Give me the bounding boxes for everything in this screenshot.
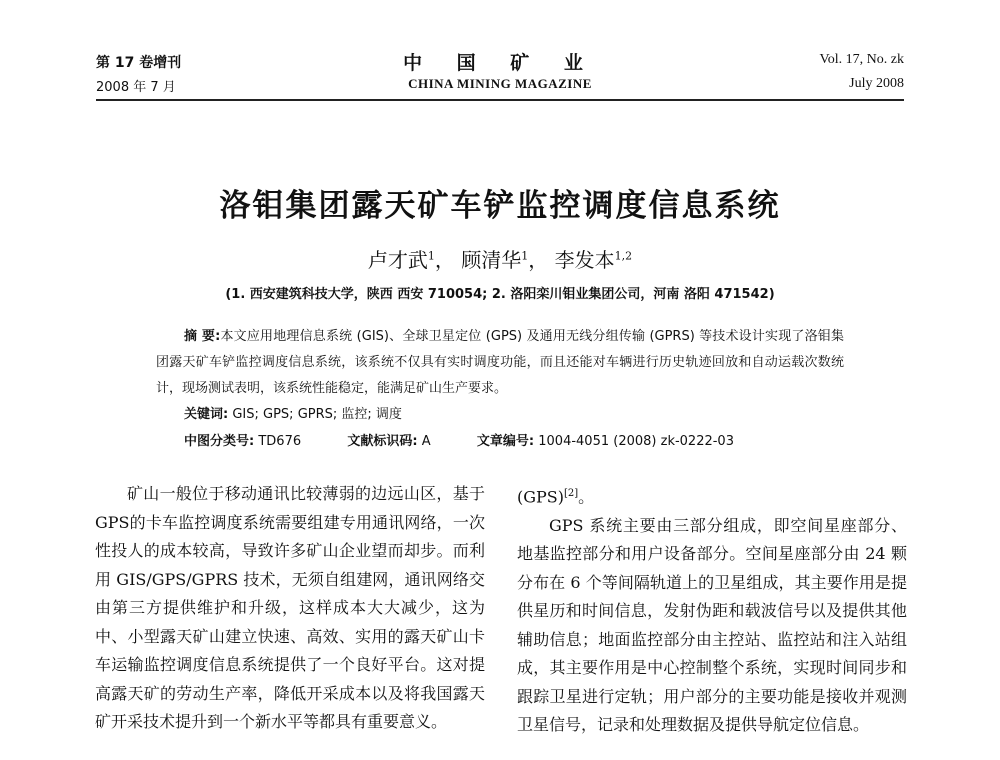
- body-column-right: [517, 480, 907, 740]
- keywords-label: 关键词:: [184, 407, 229, 422]
- article-number-value: 1004-4051 (2008) zk-0222-03: [538, 434, 734, 449]
- author-affil-mark: 1: [427, 249, 435, 263]
- keywords-text: GIS; GPS; GPRS; 监控; 调度: [232, 407, 402, 422]
- journal-name-en: CHINA MINING MAGAZINE: [408, 76, 592, 91]
- body-paragraph-continuation: [517, 480, 907, 512]
- sentence-end: 。: [578, 487, 595, 507]
- clc-value: TD676: [258, 434, 302, 449]
- header-rule: [96, 99, 904, 101]
- affiliations: (1. 西安建筑科技大学，陕西 西安 710054; 2. 洛阳栾川钼业集团公司，河南 洛阳 471542): [225, 287, 775, 302]
- doc-code-label: 文献标识码:: [347, 434, 418, 449]
- volume-label: 第 17 卷增刊: [96, 55, 182, 71]
- issue-date-en: July 2008: [849, 76, 904, 91]
- article-number-label: 文章编号:: [476, 434, 535, 449]
- abstract-text: 本文应用地理信息系统 (GIS)、全球卫星定位 (GPS) 及通用无线分组传输 (GPRS) 等技术设计实现了洛钼集团露天矿车铲监控调度信息系统，该系统不仅具有实时调度功能，而且还能对车辆进行历史轨迹回放和自动运载次数统计，现场测试表明，该系统性能稳定，能满足矿山生产要求。: [156, 329, 844, 396]
- classification-line: [184, 430, 734, 449]
- author-name: 卢才武: [367, 248, 428, 272]
- author-name: 李发本: [554, 248, 615, 272]
- doc-code-value: A: [421, 434, 431, 449]
- paper-title: 洛钼集团露天矿车铲监控调度信息系统: [219, 188, 781, 224]
- body-paragraph: GPS 系统主要由三部分组成，即空间星座部分、地基监控部分和用户设备部分。空间星座部分由 24 颗分布在 6 个等间隔轨道上的卫星组成，其主要作用是提供星历和时间信息，发射伪距和载波信号以及提供其他辅助信息；地面监控部分由主控站、监控站和注入站组成，其主要作用是中心控制整个系统，实现时间同步和跟踪卫星进行定轨；用户部分的主要功能是接收并观测卫星信号，记录和处理数据及提供导航定位信息。: [517, 515, 907, 735]
- journal-name-cn: 中 国 矿 业: [403, 52, 597, 74]
- author-affil-mark: 1,2: [614, 249, 633, 263]
- gps-abbrev: (GPS): [517, 487, 564, 507]
- author-affil-mark: 1: [521, 249, 529, 263]
- abstract-label: 摘 要:: [184, 329, 221, 344]
- body-column-left: [95, 480, 485, 737]
- citation-ref: [2]: [564, 488, 579, 499]
- keywords: [184, 403, 402, 422]
- author-list: 卢才武$^1$， 顾清华$^1$， 李发本$^{1,2}$: [367, 248, 633, 272]
- issue-date-cn: 2008 年 7 月: [96, 80, 176, 95]
- abstract: [156, 324, 844, 402]
- clc-label: 中图分类号:: [184, 434, 255, 449]
- body-paragraph: 矿山一般位于移动通讯比较薄弱的边远山区，基于GPS的卡车监控调度系统需要组建专用通讯网络，一次性投人的成本较高，导致许多矿山企业望而却步。而利用 GIS/GPS/GPRS 技术，无须自组建网，通讯网络交由第三方提供维护和升级，这样成本大大减少，这为中、小型露天矿山建立快速、高效、实用的露天矿山卡车运输监控调度信息系统提供了一个良好平台。这对提高露天矿的劳动生产率，降低开采成本以及将我国露天矿开采技术提升到一个新水平等都具有重要意义。: [95, 484, 485, 731]
- author-name: 顾清华: [461, 248, 522, 272]
- volume-label-en: Vol. 17, No. zk: [819, 52, 904, 67]
